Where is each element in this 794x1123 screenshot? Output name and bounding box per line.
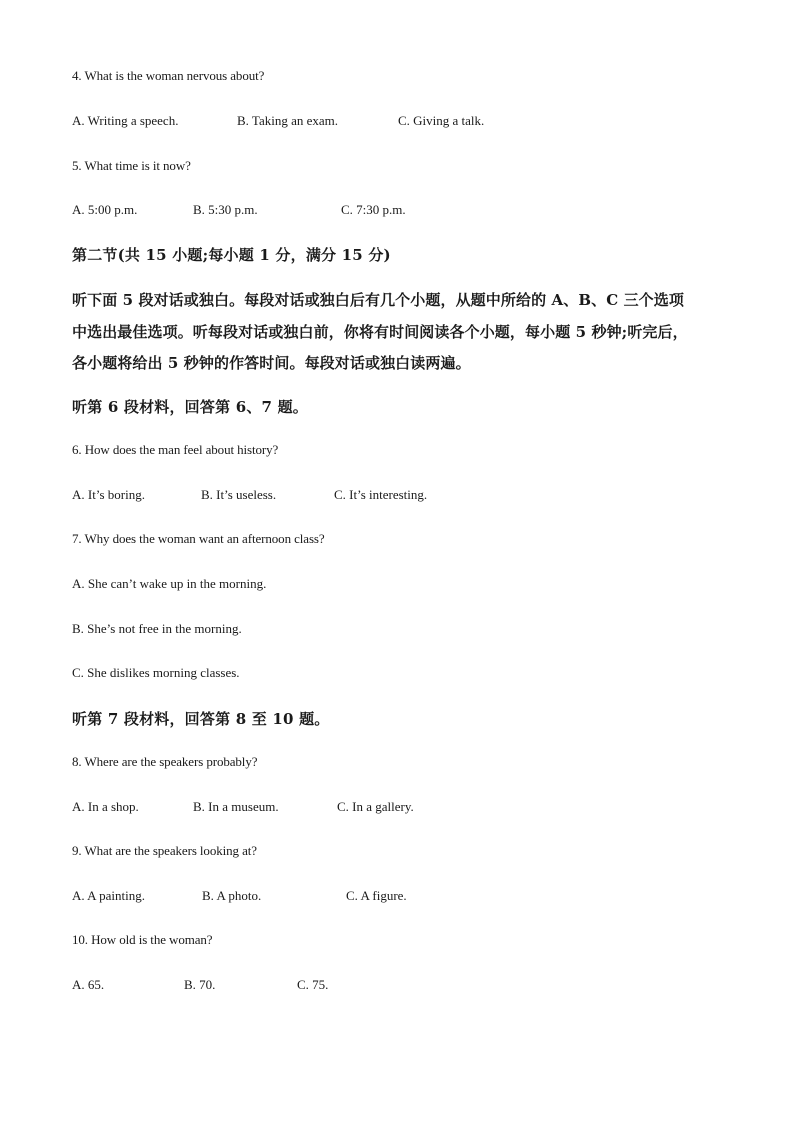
- option-a: A. It’s boring.: [72, 487, 145, 502]
- option-b: B. Taking an exam.: [237, 113, 339, 128]
- option-b: B. In a museum.: [193, 799, 279, 814]
- instructions-line-2: 中选出最佳选项。听每段对话或独白前，你将有时间阅读各个小题，每小题 5 秒钟;听完后，: [72, 323, 688, 341]
- option-c: C. In a gallery.: [337, 799, 414, 814]
- option-a: A. In a shop.: [72, 799, 139, 814]
- question-10-options: [72, 977, 722, 995]
- question-6: 6. How does the man feel about history?: [72, 442, 279, 457]
- option-a: A. She can’t wake up in the morning.: [72, 576, 267, 591]
- option-a: A. 5:00 p.m.: [72, 202, 138, 217]
- option-b: B. She’s not free in the morning.: [72, 621, 242, 636]
- question-4-options: [72, 113, 722, 131]
- question-10: 10. How old is the woman?: [72, 932, 213, 947]
- question-6-options: [72, 487, 722, 505]
- instructions-line-3: 各小题将给出 5 秒钟的作答时间。每段对话或独白读两遍。: [72, 354, 471, 372]
- question-5: 5. What time is it now?: [72, 158, 191, 173]
- option-b: B. It’s useless.: [201, 487, 277, 502]
- option-b: B. 70.: [184, 977, 216, 992]
- material-6-heading: 听第 6 段材料，回答第 6、7 题。: [72, 398, 309, 416]
- option-c: C. A figure.: [346, 888, 407, 903]
- question-7: 7. Why does the woman want an afternoon class?: [72, 531, 325, 546]
- question-8-options: [72, 799, 722, 817]
- question-5-options: [72, 202, 722, 220]
- option-c: C. She dislikes morning classes.: [72, 665, 240, 680]
- instructions-line-1: 听下面 5 段对话或独白。每段对话或独白后有几个小题，从题中所给的 A、B、C 三个选项: [72, 291, 684, 309]
- section-heading: 第二节(共 15 小题;每小题 1 分，满分 15 分): [72, 246, 391, 264]
- question-4: 4. What is the woman nervous about?: [72, 68, 265, 83]
- option-a: A. 65.: [72, 977, 105, 992]
- option-c: C. It’s interesting.: [334, 487, 428, 502]
- option-c: C. Giving a talk.: [398, 113, 485, 128]
- option-a: A. Writing a speech.: [72, 113, 179, 128]
- option-c: C. 75.: [297, 977, 329, 992]
- option-a: A. A painting.: [72, 888, 145, 903]
- question-8: 8. Where are the speakers probably?: [72, 754, 258, 769]
- option-b: B. A photo.: [202, 888, 262, 903]
- question-9: 9. What are the speakers looking at?: [72, 843, 257, 858]
- material-7-heading: 听第 7 段材料，回答第 8 至 10 题。: [72, 710, 330, 728]
- option-b: B. 5:30 p.m.: [193, 202, 258, 217]
- option-c: C. 7:30 p.m.: [341, 202, 406, 217]
- question-9-options: [72, 888, 722, 906]
